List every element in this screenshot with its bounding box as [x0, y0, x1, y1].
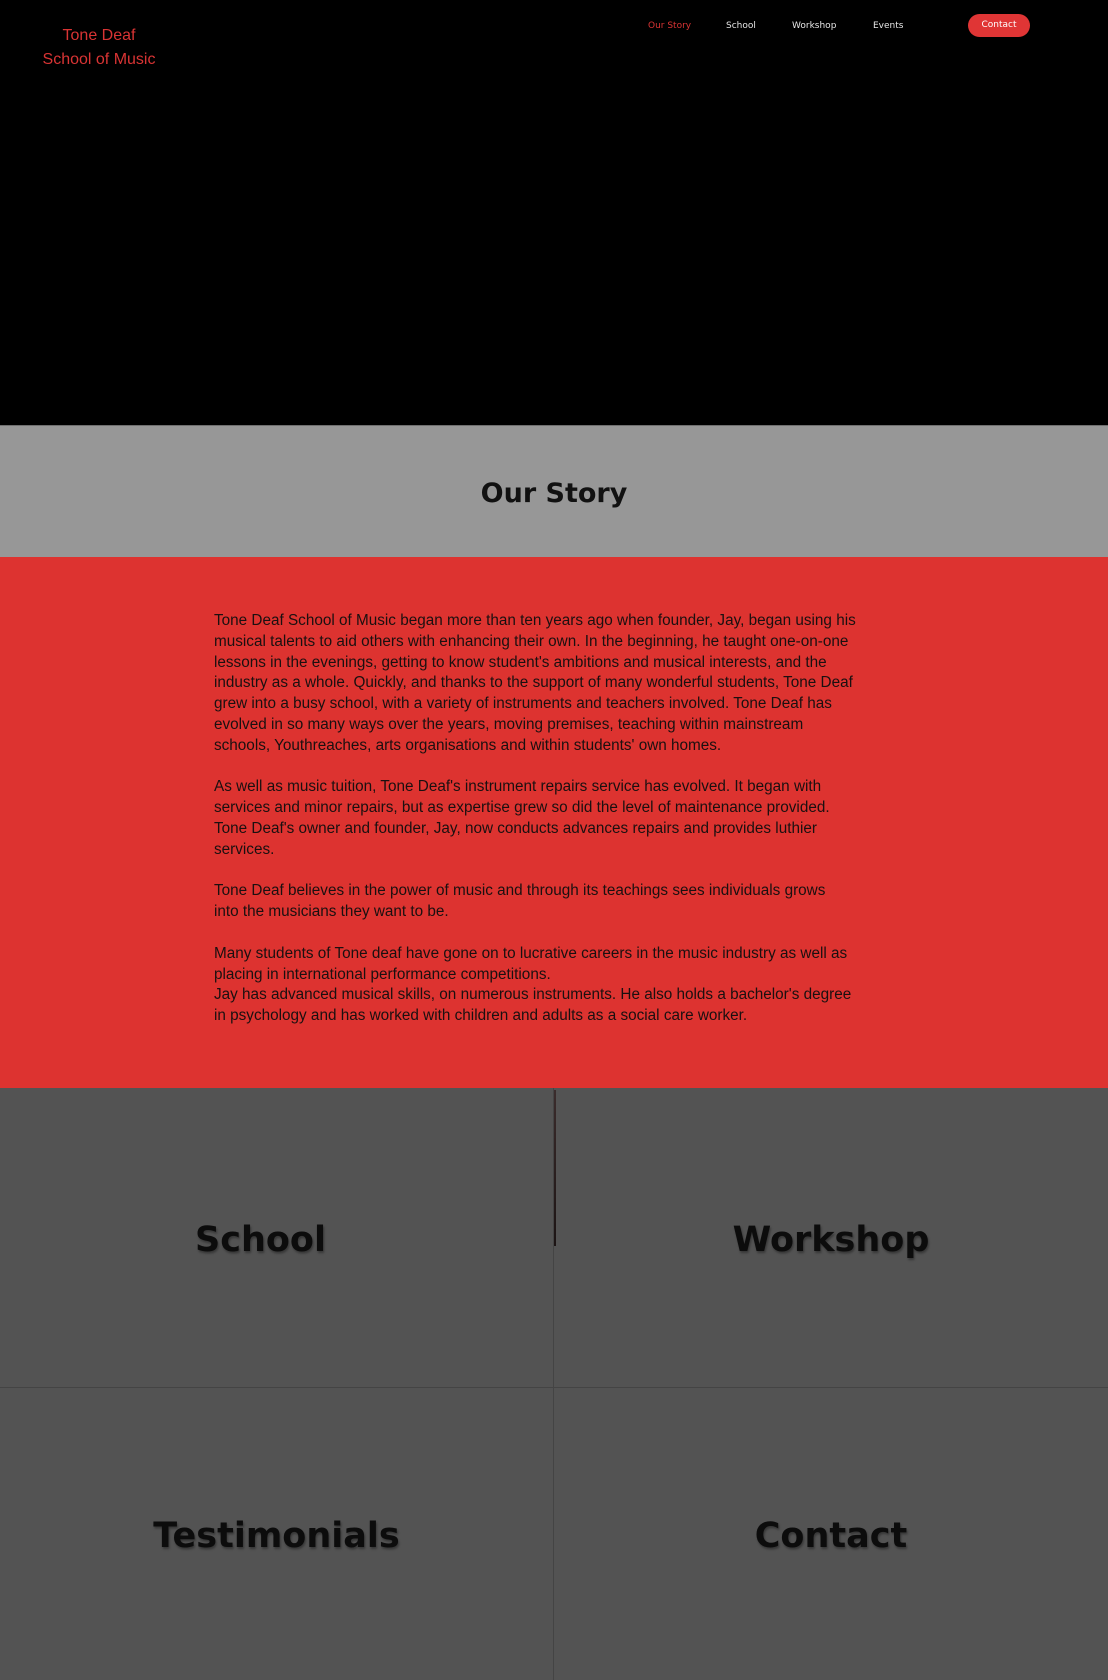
our-story-title-band — [0, 425, 1108, 557]
tile-school-label: School — [195, 1220, 326, 1260]
tile-workshop[interactable] — [554, 1088, 1108, 1388]
story-paragraph-2: As well as music tuition, Tone Deaf's instrument repairs service has evolved. It began with services and minor repairs, but as expertise grew so did the level of maintenance provided. Tone Deaf's owner and founder, Jay, now conducts advances repairs and provides luthier services. — [214, 778, 830, 858]
contact-button[interactable]: Contact — [968, 14, 1030, 37]
story-paragraph-3: Tone Deaf believes in the power of music and through its teachings sees individuals grows into the musicians they want to be. — [214, 882, 826, 921]
tile-testimonials[interactable] — [0, 1388, 554, 1680]
logo-line-2: School of Music — [42, 51, 156, 68]
nav-link-events[interactable]: Events — [873, 21, 904, 31]
tile-school[interactable] — [0, 1088, 554, 1388]
story-text — [214, 611, 904, 1027]
nav-link-workshop[interactable]: Workshop — [792, 21, 837, 31]
story-paragraph-1: Tone Deaf School of Music began more than ten years ago when founder, Jay, began using his musical talents to aid others with enhancing their own. In the beginning, he taught one-on-one lessons in the evenings, getting to know student's ambitions and musical interests, and the industry as a whole. Quickly, and thanks to the support of many wonderful students, Tone Deaf grew into a busy school, with a variety of instruments and teachers involved. Tone Deaf has evolved in so many ways over the years, moving premises, teaching within mainstream schools, Youthreaches, arts organisations and within students' own homes. — [214, 612, 856, 754]
page-title: Our Story — [480, 478, 628, 509]
tile-contact[interactable] — [554, 1388, 1108, 1680]
tile-testimonials-label: Testimonials — [153, 1516, 400, 1556]
tile-contact-label: Contact — [754, 1516, 908, 1556]
our-story-section — [0, 557, 1108, 1088]
tile-divider — [554, 1090, 556, 1246]
story-paragraph-4: Many students of Tone deaf have gone on to lucrative careers in the music industry as well as placing in international performance competitions. Jay has advanced musical skills, on numerous instruments. He also holds a bachelor's degree in psychology and has worked with children and adults as a social care worker. — [214, 944, 852, 1025]
hero-header — [0, 0, 1108, 425]
logo-line-1: Tone Deaf — [62, 27, 136, 44]
nav-link-school[interactable]: School — [726, 21, 756, 31]
main-nav — [0, 18, 1108, 34]
tile-workshop-label: Workshop — [732, 1220, 930, 1260]
nav-link-our-story[interactable]: Our Story — [648, 21, 692, 31]
